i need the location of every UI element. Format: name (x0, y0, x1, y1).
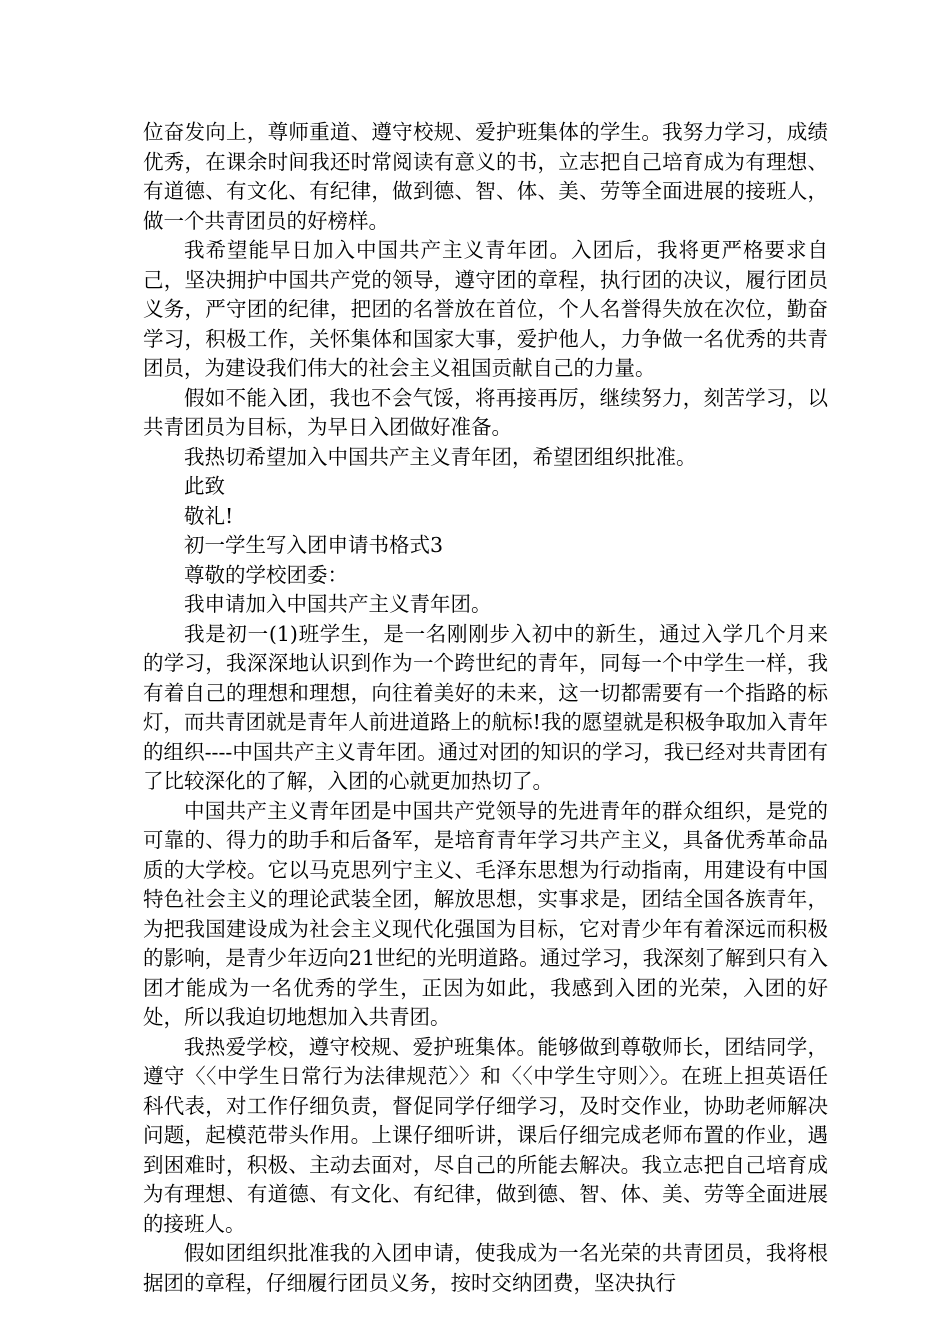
paragraph-request-approval: 我热切希望加入中国共产主义青年团，希望团组织批准。 (184, 444, 697, 469)
section-heading: 初一学生写入团申请书格式3 (184, 533, 444, 557)
closing-cizhi: 此致 (184, 474, 225, 498)
closing-jingli: 敬礼! (184, 503, 234, 528)
document-body (143, 118, 828, 1298)
paragraph-if-not-admitted: 假如不能入团，我也不会气馁，将再接再厉，继续努力，刻苦学习，以共青团员为目标，为早日入团做好准备。 (143, 385, 828, 439)
paragraph-join-wish: 我希望能早日加入中国共产主义青年团。入团后，我将更严格要求自己，坚决拥护中国共产党的领导，遵守团的章程，执行团的决议，履行团员义务，严守团的纪律，把团的名誉放在首位，个人名誉得失放在次位，勤奋学习，积极工作，关怀集体和国家大事，爱护他人，力争做一名优秀的共青团员，为建设我们伟大的社会主义祖国贡献自己的力量。 (143, 238, 828, 380)
salutation: 尊敬的学校团委： (184, 562, 348, 587)
paragraph-commitment: 假如团组织批准我的入团申请，使我成为一名光荣的共青团员，我将根据团的章程，仔细履行团员义务，按时交纳团费，坚决执行 (143, 1241, 828, 1295)
paragraph-self-intro: 我是初一(1)班学生，是一名刚刚步入初中的新生，通过入学几个月来的学习，我深深地认识到作为一个跨世纪的青年，同每一个中学生一样，我有着自己的理想和理想，向往着美好的未来，这一切都需要有一个指路的标灯，而共青团就是青年人前进道路上的航标!我的愿望就是积极争取加入青年的组织----中国共产主义青年团。通过对团的知识的学习，我已经对共青团有了比较深化的了解，入团的心就更加热切了。 (143, 621, 828, 793)
paragraph-continuation: 位奋发向上，尊师重道、遵守校规、爱护班集体的学生。我努力学习，成绩优秀，在课余时间我还时常阅读有意义的书，立志把自己培育成为有理想、有道德、有文化、有纪律，做到德、智、体、美、劳等全面进展的接班人，做一个共青团员的好榜样。 (143, 120, 828, 233)
paragraph-league-description: 中国共产主义青年团是中国共产党领导的先进青年的群众组织，是党的可靠的、得力的助手和后备军，是培育青年学习共产主义，具备优秀革命品质的大学校。它以马克思列宁主义、毛泽东思想为行动指南，用建设有中国特色社会主义的理论武装全团，解放思想，实事求是，团结全国各族青年，为把我国建设成为社会主义现代化强国为目标，它对青少年有着深远而积极的影响，是青少年迈向21世纪的光明道路。通过学习，我深刻了解到只有入团才能成为一名优秀的学生，正因为如此，我感到入团的光荣，入团的好处，所以我迫切地想加入共青团。 (143, 798, 828, 1029)
paragraph-school-conduct: 我热爱学校，遵守校规、爱护班集体。能够做到尊敬师长，团结同学，遵守〈〈中学生日常行为法律规范〉〉和〈〈中学生守则〉〉。在班上担英语任科代表，对工作仔细负责，督促同学仔细学习，及时交作业，协助老师解决问题，起模范带头作用。上课仔细听讲，课后仔细完成老师布置的作业，遇到困难时，积极、主动去面对，尽自己的所能去解决。我立志把自己培育成为有理想、有道德、有文化、有纪律，做到德、智、体、美、劳等全面进展的接班人。 (143, 1034, 828, 1236)
application-statement: 我申请加入中国共产主义青年团。 (184, 592, 492, 616)
